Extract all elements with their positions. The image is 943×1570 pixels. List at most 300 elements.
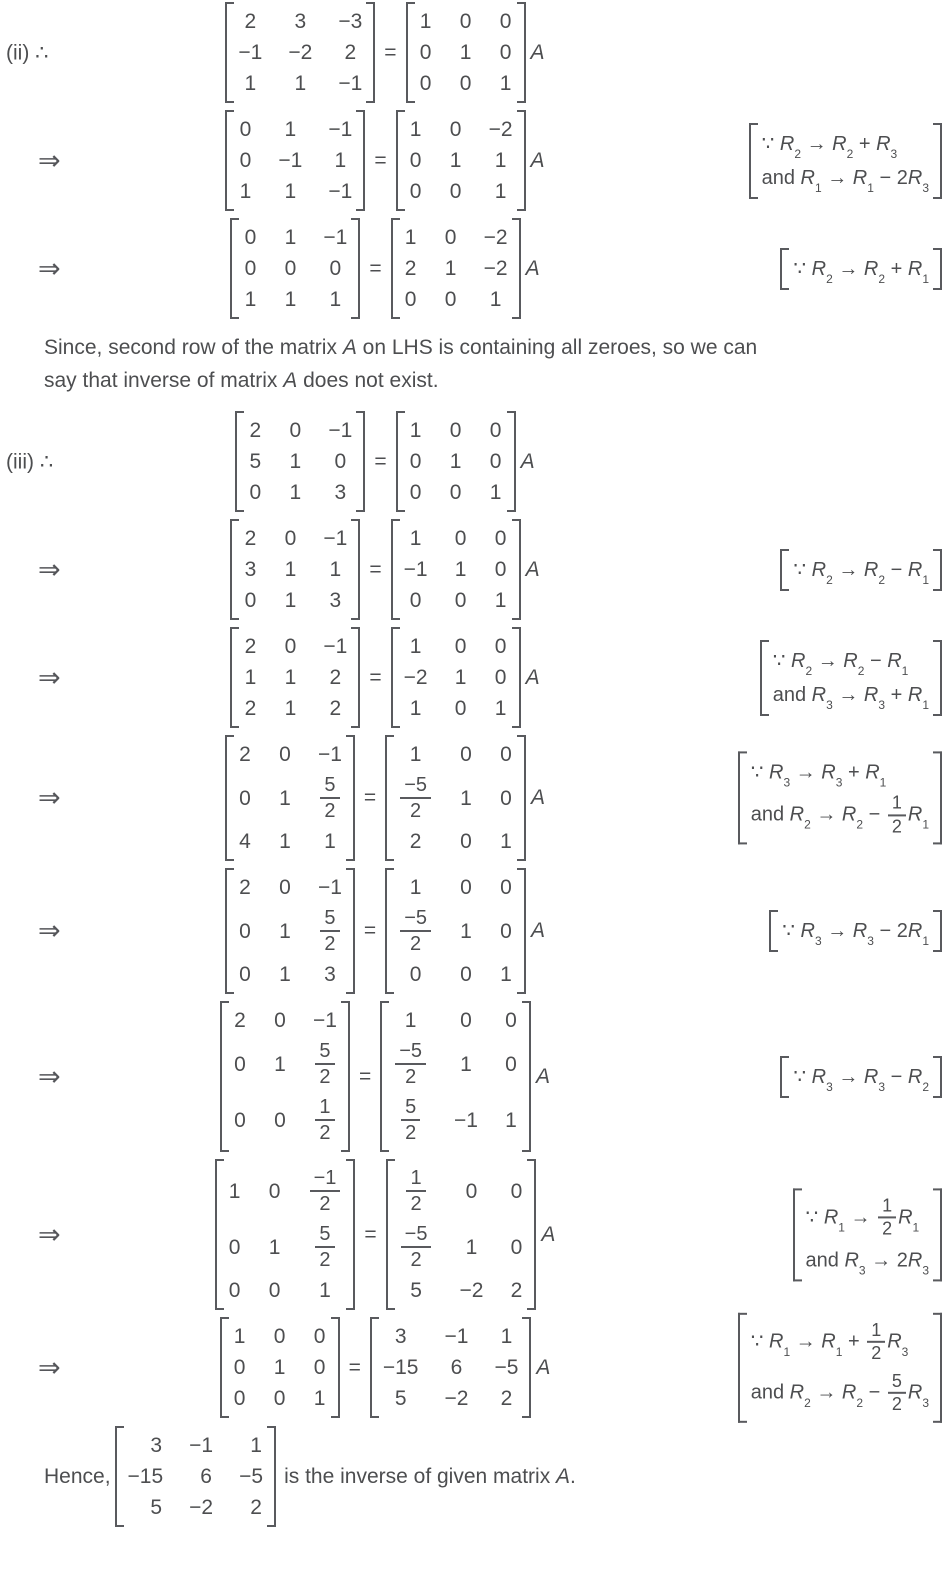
matrix-cell bbox=[313, 1092, 336, 1148]
part-label: (iii) ∴ bbox=[6, 450, 54, 473]
matrix-cell: 0 bbox=[284, 635, 297, 658]
row-subscript: 2 bbox=[846, 146, 854, 161]
row-subscript: 1 bbox=[835, 1344, 843, 1359]
implies-arrow: ⇒ bbox=[38, 145, 61, 175]
matrix-cell: −2 bbox=[459, 1279, 484, 1302]
matrix-cell: 1 bbox=[284, 666, 297, 689]
matrix-cell: 1 bbox=[494, 149, 507, 172]
matrix-cell: −15 bbox=[382, 1356, 419, 1379]
matrix-cell: 3 bbox=[329, 589, 342, 612]
matrix-grid bbox=[243, 631, 347, 724]
matrix-cell: −2 bbox=[403, 666, 428, 689]
row-variable: R bbox=[843, 649, 858, 672]
row-variable: R bbox=[863, 1065, 879, 1088]
matrix-cell: 1 bbox=[449, 149, 462, 172]
matrix-cell: 1 bbox=[500, 830, 512, 853]
row-variable: R bbox=[800, 166, 815, 189]
equals-sign: = bbox=[358, 1064, 372, 1088]
implies-arrow: ⇒ bbox=[38, 554, 61, 584]
row-variable: R bbox=[811, 257, 827, 280]
matrix-cell: 0 bbox=[409, 589, 422, 612]
matrix-cell: 1 bbox=[324, 830, 336, 853]
fraction-numerator: 5 bbox=[315, 1039, 334, 1065]
matrix-cell: 0 bbox=[234, 1108, 246, 1132]
equals-sign: = bbox=[374, 148, 387, 172]
row-subscript: 1 bbox=[922, 817, 929, 832]
row-variable: R bbox=[800, 920, 815, 942]
rhs-matrix bbox=[385, 735, 526, 861]
row-subscript: 3 bbox=[814, 934, 822, 949]
matrix-grid bbox=[398, 872, 513, 990]
matrix-cell: 0 bbox=[228, 1235, 241, 1259]
matrix-cell: 0 bbox=[409, 180, 422, 203]
matrix-cell bbox=[318, 770, 341, 826]
matrix-cell: 0 bbox=[444, 226, 457, 249]
matrix-cell bbox=[318, 903, 341, 959]
equation bbox=[0, 735, 770, 861]
matrix-cell: −1 bbox=[338, 72, 363, 95]
matrix-cell: 3 bbox=[324, 963, 336, 986]
row-subscript: 3 bbox=[901, 1344, 909, 1359]
matrix-cell: 0 bbox=[494, 635, 507, 658]
matrix-cell: 0 bbox=[460, 743, 472, 766]
matrix-cell: −1 bbox=[317, 743, 342, 766]
matrix-cell: 1 bbox=[329, 558, 342, 581]
matrix-grid bbox=[243, 523, 347, 616]
matrix-cell: 0 bbox=[419, 72, 432, 95]
matrix-grid bbox=[398, 739, 513, 857]
annotation-line: ∵ $R_2 \to R_2 - R_1$ bbox=[772, 649, 909, 678]
matrix-cell: 1 bbox=[409, 635, 422, 658]
matrix-variable-a: A bbox=[525, 256, 540, 280]
implies-arrow: ⇒ bbox=[38, 1219, 61, 1249]
row-variable: R bbox=[907, 1249, 923, 1272]
matrix-cell: 1 bbox=[465, 1235, 478, 1259]
row-variable: R bbox=[768, 761, 784, 784]
row-variable: R bbox=[887, 1330, 902, 1353]
row-variable: R bbox=[863, 683, 879, 706]
explanatory-note bbox=[44, 331, 943, 397]
row-variable: R bbox=[907, 1381, 923, 1404]
matrix-cell: 1 bbox=[489, 481, 502, 504]
rhs-matrix bbox=[391, 218, 521, 319]
matrix-cell: 0 bbox=[499, 41, 512, 64]
fraction bbox=[315, 1222, 334, 1272]
row-subscript: 1 bbox=[783, 1344, 791, 1359]
fraction-denominator: 2 bbox=[410, 933, 422, 955]
part-label: (ii) ∴ bbox=[6, 41, 49, 64]
fraction bbox=[888, 792, 906, 837]
fraction bbox=[888, 1371, 906, 1416]
matrix-grid bbox=[238, 6, 362, 99]
note-line: say that inverse of matrix A does not exist. bbox=[44, 369, 439, 392]
rhs-matrix bbox=[396, 110, 526, 211]
equation-step bbox=[0, 519, 943, 620]
equation-step bbox=[0, 1001, 943, 1152]
matrix-cell: 5 bbox=[150, 1496, 163, 1519]
row-subscript: 2 bbox=[826, 271, 833, 286]
matrix-grid bbox=[243, 222, 347, 315]
matrix-cell: 0 bbox=[505, 1052, 517, 1076]
fraction bbox=[320, 773, 339, 823]
fraction-denominator: 2 bbox=[324, 800, 336, 822]
matrix-cell: 0 bbox=[239, 149, 252, 172]
fraction-denominator: 2 bbox=[405, 1122, 417, 1144]
matrix-cell: 1 bbox=[449, 450, 462, 473]
note-line: Since, second row of the matrix A on LHS is containing all zeroes, so we can bbox=[44, 336, 758, 359]
matrix-cell: 1 bbox=[228, 1179, 241, 1203]
matrix-cell: −3 bbox=[338, 10, 363, 33]
matrix-cell: 5 bbox=[249, 450, 262, 473]
matrix-cell: −1 bbox=[323, 635, 348, 658]
row-variable: R bbox=[907, 920, 923, 942]
matrix-cell: 1 bbox=[494, 180, 507, 203]
fraction-denominator: 2 bbox=[882, 1218, 893, 1239]
matrix-cell: 2 bbox=[239, 876, 251, 899]
matrix-cell: 0 bbox=[313, 1356, 326, 1379]
lhs-matrix bbox=[225, 2, 375, 103]
matrix-cell: −2 bbox=[444, 1387, 469, 1410]
row-subscript: 3 bbox=[826, 1079, 833, 1094]
annotation-line: and $R_1 \to R_1 - 2R_3$ bbox=[761, 166, 929, 195]
matrix-cell: 0 bbox=[489, 419, 502, 442]
equation bbox=[0, 411, 770, 512]
italic-text: A bbox=[342, 336, 357, 359]
inverse-matrix bbox=[115, 1426, 277, 1527]
rhs-matrix bbox=[385, 868, 526, 994]
row-subscript: 1 bbox=[922, 934, 929, 949]
row-subscript: 1 bbox=[912, 1220, 920, 1235]
equation bbox=[0, 110, 770, 211]
matrix-cell: −1 bbox=[328, 180, 353, 203]
equation-step bbox=[0, 2, 943, 103]
row-subscript: 3 bbox=[858, 1263, 866, 1278]
matrix-cell: 1 bbox=[279, 963, 291, 986]
matrix-cell: −2 bbox=[189, 1496, 214, 1519]
equation bbox=[0, 2, 770, 103]
matrix-cell: 1 bbox=[233, 1325, 246, 1348]
matrix-cell: 0 bbox=[449, 419, 462, 442]
matrix-cell: 1 bbox=[284, 697, 297, 720]
equation bbox=[0, 1001, 770, 1152]
row-operation-annotation bbox=[769, 910, 942, 952]
matrix-cell: −2 bbox=[288, 41, 313, 64]
matrix-cell: 2 bbox=[244, 10, 257, 33]
matrix-cell: −1 bbox=[323, 527, 348, 550]
matrix-cell: 2 bbox=[234, 1009, 246, 1032]
matrix-cell: −2 bbox=[483, 257, 508, 280]
rhs-matrix bbox=[406, 2, 526, 103]
matrix-cell: 1 bbox=[409, 419, 422, 442]
matrix-cell: 1 bbox=[250, 1434, 262, 1457]
matrix-cell: 1 bbox=[459, 41, 472, 64]
matrix-cell bbox=[313, 1219, 336, 1275]
matrix-grid bbox=[233, 1005, 337, 1148]
row-subscript: 2 bbox=[878, 572, 886, 587]
matrix-cell: 1 bbox=[409, 118, 422, 141]
matrix-cell: 1 bbox=[284, 180, 297, 203]
matrix-grid bbox=[128, 1430, 264, 1523]
fraction-numerator: 1 bbox=[406, 1166, 425, 1192]
matrix-cell: 1 bbox=[419, 10, 432, 33]
row-subscript: 3 bbox=[867, 934, 874, 949]
conclusion-row bbox=[44, 1426, 943, 1527]
matrix-cell: 1 bbox=[460, 786, 472, 810]
row-variable: R bbox=[791, 649, 806, 672]
matrix-cell: 0 bbox=[460, 830, 472, 853]
matrix-cell: 1 bbox=[444, 257, 457, 280]
matrix-cell: 0 bbox=[233, 1387, 246, 1410]
fraction-denominator: 2 bbox=[871, 1342, 882, 1363]
matrix-cell: 1 bbox=[334, 149, 347, 172]
matrix-cell: 2 bbox=[500, 1387, 513, 1410]
matrix-cell: −5 bbox=[494, 1356, 519, 1379]
matrix-grid bbox=[238, 739, 342, 857]
rhs-matrix bbox=[396, 411, 516, 512]
equation bbox=[0, 218, 770, 319]
row-variable: R bbox=[898, 1205, 913, 1228]
matrix-cell: −1 bbox=[454, 1108, 478, 1132]
matrix-cell: 3 bbox=[294, 10, 307, 33]
annotation-line: and $R_3 \to 2R_3$ bbox=[805, 1249, 929, 1278]
matrix-cell: 0 bbox=[505, 1009, 517, 1032]
matrix-cell bbox=[398, 903, 433, 959]
fraction-numerator: 1 bbox=[878, 1195, 896, 1219]
matrix-cell: 0 bbox=[274, 1108, 286, 1132]
equation bbox=[0, 627, 770, 728]
matrix-cell: 2 bbox=[249, 419, 262, 442]
row-variable: R bbox=[823, 1205, 839, 1228]
matrix-cell: 5 bbox=[410, 1279, 422, 1302]
matrix-cell: 2 bbox=[510, 1279, 523, 1302]
matrix-cell: 1 bbox=[244, 666, 257, 689]
row-variable: R bbox=[876, 132, 891, 155]
rhs-matrix bbox=[391, 519, 521, 620]
row-variable: R bbox=[863, 257, 879, 280]
matrix-cell: 0 bbox=[274, 1009, 286, 1032]
implies-arrow: ⇒ bbox=[38, 1061, 61, 1091]
matrix-variable-a: A bbox=[525, 557, 540, 581]
fraction bbox=[400, 906, 431, 956]
row-subscript: 2 bbox=[878, 271, 886, 286]
matrix-grid bbox=[248, 415, 352, 508]
annotation-line: ∵ $R_1$ → $\frac{1}{2}$ $R_1$ bbox=[805, 1194, 920, 1239]
row-subscript: 2 bbox=[805, 663, 813, 678]
row-subscript: 3 bbox=[922, 1395, 929, 1410]
row-subscript: 3 bbox=[890, 146, 898, 161]
row-variable: R bbox=[907, 558, 923, 581]
lhs-matrix bbox=[225, 735, 355, 861]
row-variable: R bbox=[789, 1381, 805, 1404]
equals-sign: = bbox=[374, 449, 387, 473]
matrix-cell: 0 bbox=[449, 481, 462, 504]
matrix-cell: 0 bbox=[489, 450, 502, 473]
fraction-denominator: 2 bbox=[891, 1394, 902, 1415]
annotation-line: and $R_2 \to R_2$ − $\frac{5}{2}$ $R_3$ bbox=[750, 1370, 929, 1415]
matrix-variable-a: A bbox=[536, 1355, 551, 1379]
lhs-matrix bbox=[225, 868, 355, 994]
matrix-cell: 0 bbox=[268, 1179, 281, 1203]
lhs-matrix bbox=[215, 1159, 356, 1310]
matrix-cell bbox=[399, 1092, 422, 1148]
rhs-matrix bbox=[386, 1159, 537, 1310]
matrix-cell: 0 bbox=[273, 1387, 286, 1410]
matrix-cell: 0 bbox=[500, 743, 512, 766]
matrix-cell: 0 bbox=[244, 226, 257, 249]
row-subscript: 1 bbox=[922, 271, 929, 286]
row-subscript: 3 bbox=[783, 775, 791, 790]
equals-sign: = bbox=[369, 256, 382, 280]
row-variable: R bbox=[907, 683, 923, 706]
fraction-denominator: 2 bbox=[410, 1193, 422, 1215]
matrix-cell: 0 bbox=[404, 288, 417, 311]
fraction-numerator: 5 bbox=[401, 1095, 420, 1121]
row-subscript: 1 bbox=[922, 697, 929, 712]
equation-step bbox=[0, 411, 943, 512]
math-solution-content bbox=[0, 2, 943, 1527]
matrix-grid bbox=[409, 114, 513, 207]
row-subscript: 1 bbox=[879, 775, 887, 790]
matrix-cell: 1 bbox=[313, 1387, 326, 1410]
matrix-cell: 1 bbox=[319, 1279, 331, 1302]
row-subscript: 2 bbox=[922, 1079, 929, 1094]
matrix-cell: 0 bbox=[239, 118, 252, 141]
row-subscript: 3 bbox=[826, 697, 833, 712]
row-subscript: 2 bbox=[804, 1395, 811, 1410]
matrix-cell: 0 bbox=[500, 876, 512, 899]
matrix-cell: 1 bbox=[500, 1325, 513, 1348]
equals-sign: = bbox=[384, 40, 397, 64]
matrix-cell: 1 bbox=[454, 558, 467, 581]
lhs-matrix bbox=[230, 627, 360, 728]
equation bbox=[0, 1317, 770, 1418]
matrix-cell: 2 bbox=[404, 257, 417, 280]
fraction-numerator: 1 bbox=[867, 1319, 885, 1343]
conclusion-suffix: is the inverse of given matrix A. bbox=[284, 1464, 576, 1488]
lhs-matrix bbox=[235, 411, 365, 512]
matrix-cell: 2 bbox=[244, 527, 257, 550]
row-variable: R bbox=[768, 1330, 784, 1353]
matrix-cell: 2 bbox=[239, 743, 251, 766]
matrix-cell: 0 bbox=[465, 1179, 478, 1203]
fraction-numerator: 5 bbox=[888, 1371, 906, 1395]
matrix-cell: 5 bbox=[394, 1387, 407, 1410]
row-subscript: 3 bbox=[922, 180, 929, 195]
matrix-cell: 1 bbox=[284, 288, 297, 311]
lhs-matrix bbox=[225, 110, 365, 211]
row-subscript: 3 bbox=[878, 697, 886, 712]
row-operation-annotation bbox=[738, 1312, 942, 1422]
matrix-cell: 4 bbox=[239, 830, 251, 853]
fraction-denominator: 2 bbox=[410, 800, 422, 822]
matrix-cell: 1 bbox=[329, 288, 342, 311]
matrix-cell: 0 bbox=[329, 257, 342, 280]
equals-sign: = bbox=[369, 557, 382, 581]
matrix-cell: 2 bbox=[409, 830, 422, 853]
matrix-cell: 0 bbox=[273, 1325, 286, 1348]
matrix-cell: 3 bbox=[394, 1325, 407, 1348]
row-variable: R bbox=[821, 1330, 836, 1353]
matrix-cell: 1 bbox=[268, 1235, 281, 1259]
matrix-cell: 3 bbox=[244, 558, 257, 581]
annotation-line: and $R_3 \to R_3 + R_1$ bbox=[772, 683, 929, 712]
matrix-cell: −1 bbox=[323, 226, 348, 249]
fraction-denominator: 2 bbox=[405, 1066, 417, 1088]
fraction bbox=[867, 1319, 885, 1364]
matrix-cell: 1 bbox=[289, 481, 302, 504]
matrix-cell: 0 bbox=[454, 527, 467, 550]
row-operation-annotation bbox=[760, 640, 942, 716]
matrix-cell: 0 bbox=[449, 118, 462, 141]
matrix-cell bbox=[313, 1036, 336, 1092]
matrix-cell: 1 bbox=[279, 830, 291, 853]
matrix-cell: 1 bbox=[294, 72, 307, 95]
matrix-cell: 2 bbox=[329, 666, 342, 689]
matrix-cell: 1 bbox=[409, 876, 422, 899]
row-variable: R bbox=[841, 803, 857, 826]
fraction-numerator: −5 bbox=[395, 1039, 426, 1065]
rhs-matrix bbox=[380, 1001, 531, 1152]
matrix-cell: 0 bbox=[239, 919, 251, 943]
row-subscript: 3 bbox=[922, 1263, 929, 1278]
matrix-cell: 0 bbox=[234, 1052, 246, 1076]
matrix-cell: 0 bbox=[313, 1325, 326, 1348]
equals-sign: = bbox=[364, 1222, 377, 1246]
matrix-cell: 0 bbox=[289, 419, 302, 442]
equals-sign: = bbox=[369, 665, 382, 689]
equation-step bbox=[0, 110, 943, 211]
matrix-cell: 0 bbox=[284, 257, 297, 280]
annotation-line: ∵ $R_2 \to R_2 + R_3$ bbox=[761, 132, 898, 161]
row-variable: R bbox=[852, 166, 868, 189]
matrix-cell: 0 bbox=[494, 558, 507, 581]
matrix-variable-a: A bbox=[530, 148, 545, 172]
row-variable: R bbox=[907, 803, 923, 826]
italic-text: A bbox=[556, 1464, 571, 1488]
matrix-cell: 0 bbox=[244, 257, 257, 280]
annotation-line: ∵ $R_3 \to R_3 - R_2$ bbox=[793, 1065, 929, 1094]
matrix-variable-a: A bbox=[525, 665, 540, 689]
row-variable: R bbox=[779, 132, 795, 155]
matrix-cell: 2 bbox=[344, 41, 357, 64]
matrix-cell: 1 bbox=[284, 226, 297, 249]
matrix-grid bbox=[404, 222, 508, 315]
matrix-cell: 0 bbox=[460, 1009, 472, 1032]
matrix-cell: 0 bbox=[454, 589, 467, 612]
annotation-line: ∵ $R_2 \to R_2 + R_1$ bbox=[793, 257, 929, 286]
annotation-line: ∵ $R_1 \to R_1$ + $\frac{1}{2}$ $R_3$ bbox=[750, 1319, 909, 1363]
matrix-grid bbox=[404, 523, 508, 616]
equation-step bbox=[0, 627, 943, 728]
row-subscript: 1 bbox=[814, 180, 822, 195]
equals-sign: = bbox=[348, 1355, 361, 1379]
matrix-cell: 1 bbox=[489, 288, 502, 311]
lhs-matrix bbox=[220, 1001, 350, 1152]
lhs-matrix bbox=[220, 1317, 340, 1418]
matrix-cell: 1 bbox=[289, 450, 302, 473]
equation-step bbox=[0, 1317, 943, 1418]
matrix-grid bbox=[383, 1321, 519, 1414]
matrix-variable-a: A bbox=[531, 919, 546, 942]
matrix-cell: 1 bbox=[284, 589, 297, 612]
matrix-cell: 3 bbox=[150, 1434, 163, 1457]
matrix-cell: 1 bbox=[409, 743, 422, 766]
matrix-cell: 1 bbox=[244, 288, 257, 311]
matrix-cell: 0 bbox=[233, 1356, 246, 1379]
row-subscript: 2 bbox=[856, 817, 864, 832]
italic-text: A bbox=[283, 369, 298, 392]
matrix-grid bbox=[399, 1163, 524, 1306]
